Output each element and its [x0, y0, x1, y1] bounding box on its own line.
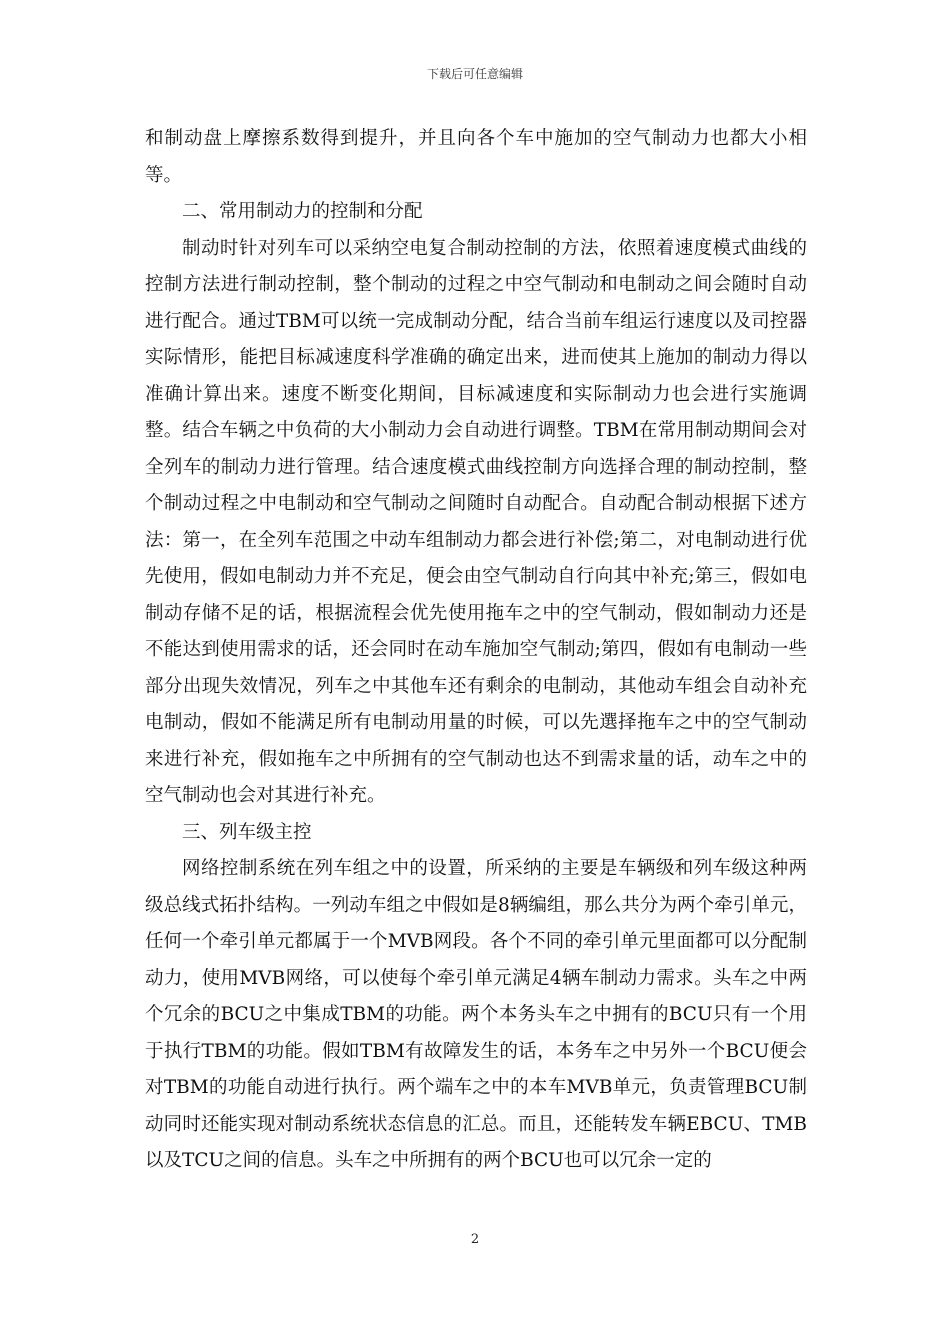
paragraph-continued: 和制动盘上摩擦系数得到提升，并且向各个车中施加的空气制动力也都大小相等。 — [145, 128, 807, 186]
paragraph-network-control: 网络控制系统在列车组之中的设置，所采纳的主要是车辆级和列车级这种两级总线式拓扑结构。一列动车组之中假如是8辆编组，那么共分为两个牵引单元，任何一个牵引单元都属于一个MVB网段。各个不同的牵引单元里面都可以分配制动力，使用MVB网络，可以使每个牵引单元满足4辆车制动力需求。头车之中两个冗余的BCU之中集成TBM的功能。两个本务头车之中拥有的BCU只有一个用于执行TBM的功能。假如TBM有故障发生的话，本务车之中另外一个BCU便会对TBM的功能自动进行执行。两个端车之中的本车MVB单元，负责管理BCU制动同时还能实现对制动系统状态信息的汇总。而且，还能转发车辆EBCU、TMB以及TCU之间的信息。头车之中所拥有的两个BCU也可以冗余一定的 — [145, 858, 807, 1171]
page-number: 2 — [470, 1232, 480, 1247]
section-heading-3: 三、列车级主控 — [182, 821, 312, 843]
paragraph-braking-control: 制动时针对列车可以采纳空电复合制动控制的方法，依照着速度模式曲线的控制方法进行制动控制，整个制动的过程之中空气制动和电制动之间会随时自动进行配合。通过TBM可以统一完成制动分配，结合当前车组运行速度以及司控器实际情形，能把目标减速度科学准确的确定出来，进而使其上施加的制动力得以准确计算出来。速度不断变化期间，目标减速度和实际制动力也会进行实施调整。结合车辆之中负荷的大小制动力会自动进行调整。TBM在常用制动期间会对全列车的制动力进行管理。结合速度模式曲线控制方向选择合理的制动控制，整个制动过程之中电制动和空气制动之间随时自动配合。自动配合制动根据下述方法：第一，在全列车范围之中动车组制动力都会进行补偿;第二，对电制动进行优先使用，假如电制动力并不充足，便会由空气制动自行向其中补充;第三，假如电制动存储不足的话，根据流程会优先使用拖车之中的空气制动，假如制动力还是不能达到使用需求的话，还会同时在动车施加空气制动;第四，假如有电制动一些部分出现失效情况，列车之中其他车还有剩余的电制动，其他动车组会自动补充电制动，假如不能满足所有电制动用量的时候，可以先選择拖车之中的空气制动来进行补充，假如拖车之中所拥有的空气制动也达不到需求量的话，动车之中的空气制动也会对其进行补充。 — [145, 237, 807, 806]
document-body — [145, 121, 807, 1180]
section-heading-2: 二、常用制动力的控制和分配 — [182, 201, 423, 222]
page-header: 下载后可任意编辑 — [426, 67, 523, 81]
